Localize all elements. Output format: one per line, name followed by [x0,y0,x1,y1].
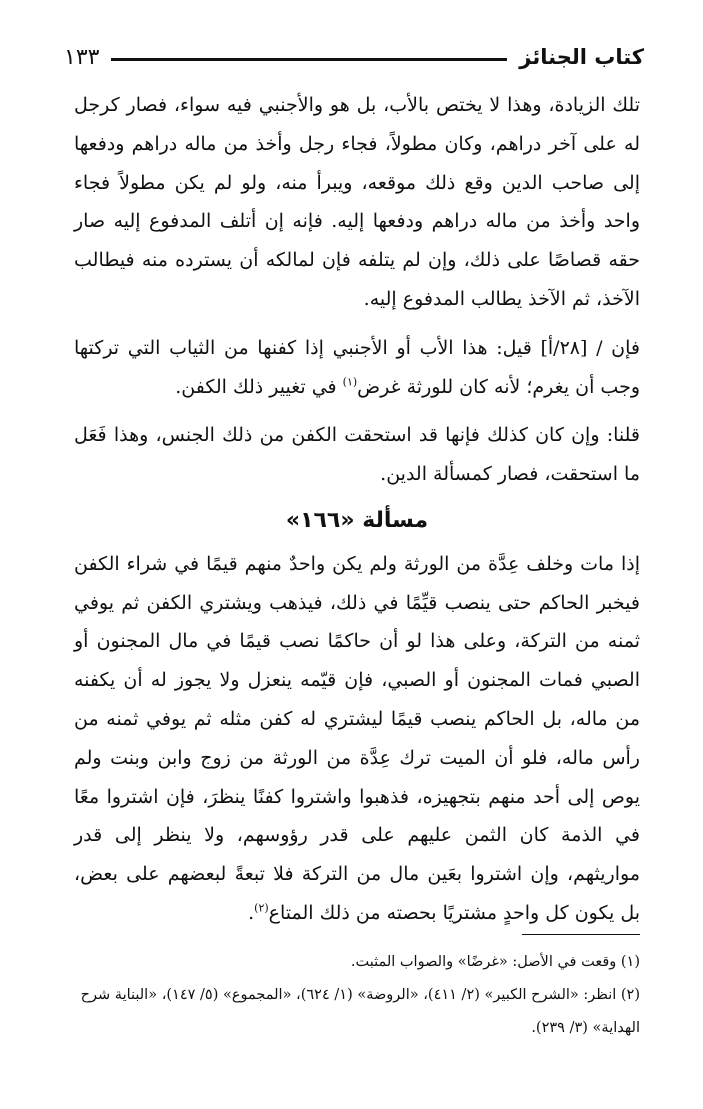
objection-text-end: في تغيير ذلك الكفن. [175,375,343,398]
issue-text-end: . [248,901,255,924]
page-number: ١٣٣ [64,44,100,70]
paragraph-reply: قلنا: وإن كان كذلك فإنها قد استحقت الكفن من ذلك الجنس، وهذا فَعَل ما استحقت، فصار كمسألة الدين. [74,424,640,486]
paragraph-issue [74,545,640,933]
footnote-ref-2: (٢) [254,901,269,915]
header-rule [111,58,507,61]
paragraph-objection [74,329,640,407]
footnote-separator [522,934,640,935]
issue-text: إذا مات وخلف عِدَّة من الورثة ولم يكن واحدٌ منهم قيمًا في شراء الكفن فيخبر الحاكم حتى ينصب قيِّمًا في ذلك، فيذهب ويشتري الكفن ثم يوفي ثمنه من التركة، وعلى هذا لو أن حاكمًا نصب قيمًا في مال المجنون أو الصبي فمات المجنون أو الصبي، فإن قيّمه ينعزل ولا يجوز له أن يكفنه من ماله، بل الحاكم ينصب قيمًا ليشتري له كفن مثله ثم يوفي ثمنه من رأس ماله، فلو أن الميت ترك عِدَّة من الورثة من زوج وابن وبنت ولم يوص إلى أحد منهم بتجهيزه، فذهبوا واشتروا كفنًا ينظرَ، فإن اشتروا معًا في الذمة كان الثمن عليهم على قدر رؤوسهم، ولا ينظر إلى قدر مواريثهم، وإن اشتروا بعَين مال من التركة فلا تبعةً لبعضهم على بعض، بل يكون كل واحدٍ مشتريًا بحصته من ذلك المتاع [74,552,640,924]
paragraph-continuation: تلك الزيادة، وهذا لا يختص بالأب، بل هو والأجنبي فيه سواء، فصار كرجل له على آخر دراهم، وكان مطولاً، فجاء رجل وأخذ من ماله دراهم ودفعها إلى صاحب الدين وقع ذلك موقعه، ويبرأ منه، ولو لم يكن مطولاً فجاء واحد وأخذ من ماله دراهم ودفعها إليه. فإنه إن أتلف المدفوع إليه صار حقه قصاصًا على ذلك، وإن لم يتلفه فإن لمالكه أن يسترده منه فيطالب الآخذ، ثم الآخذ يطالب المدفوع إليه. [74,94,640,310]
footnotes [74,946,640,1045]
objection-text: فإن / [٢٨/أ] قيل: هذا الأب أو الأجنبي إذا كفنها من الثياب التي تركتها وجب أن يغرم؛ لأنه كان للورثة غرض [74,336,640,398]
issue-heading: مسألة «١٦٦» [285,507,429,533]
running-title: كتاب الجنائز [519,45,644,69]
main-text [74,86,640,933]
footnote-ref-1: (١) [342,375,358,389]
footnote-1: (١) وقعت في الأصل: «غرضًا» والصواب المثبت. [350,954,640,970]
footnote-2: (٢) انظر: «الشرح الكبير» (٢/ ٤١١)، «الروضة» (١/ ٦٢٤)، «المجموع» (٥/ ١٤٧)، «البناية شرح الهداية» (٣/ ٢٣٩). [80,987,640,1036]
page-header [64,40,644,74]
